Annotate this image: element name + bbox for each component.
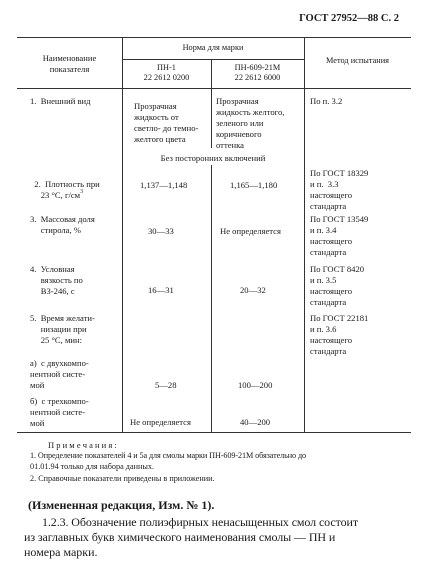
row5-name: 5. Время желати- низации при 25 °С, мин: bbox=[30, 313, 95, 345]
row5a-val1: 5—28 bbox=[155, 380, 177, 390]
brand2-name: ПН-609-21М bbox=[234, 63, 281, 72]
amendment-note: (Измененная редакция, Изм. № 1). bbox=[28, 498, 215, 512]
row2-name bbox=[30, 168, 100, 201]
paragraph-line1: 1.2.3. Обозначение полиэфирных ненасыщенных смол состоит bbox=[42, 515, 358, 529]
row4-val1: 16—31 bbox=[148, 285, 174, 295]
row2-val2: 1,165—1,180 bbox=[230, 180, 278, 190]
row4-val2: 20—32 bbox=[240, 285, 266, 295]
row1-name: 1. Внешний вид bbox=[30, 96, 91, 106]
brand1-name: ПН-1 bbox=[157, 63, 176, 72]
col-name-header: Наименование показателя bbox=[42, 53, 97, 74]
row4-method: По ГОСТ 8420 и п. 3.5 настоящего стандарта bbox=[310, 264, 365, 307]
brand1-code: 22 2612 0200 bbox=[143, 73, 190, 82]
note-1-line2: 01.01.94 только для набора данных. bbox=[30, 462, 154, 471]
row3-val1: 30—33 bbox=[148, 226, 174, 236]
row5b-val2: 40—200 bbox=[240, 417, 271, 427]
paragraph-line2: из заглавных букв химического наименования смолы — ПН и bbox=[24, 530, 336, 544]
row2-val1: 1,137—1,148 bbox=[140, 180, 188, 190]
row5b-val1: Не определяется bbox=[130, 417, 191, 427]
row5-method: По ГОСТ 22181 и п. 3.6 настоящего стандарта bbox=[310, 313, 369, 356]
note-2: 2. Справочные показатели приведены в приложении. bbox=[30, 474, 215, 483]
row5a-sub: а) с двухкомпо- нентной систе- мой bbox=[30, 358, 89, 390]
method-header: Метод испытания bbox=[326, 56, 389, 65]
norm-header: Норма для марки bbox=[182, 43, 244, 52]
note-1-line1: 1. Определение показателей 4 и 5а для смолы марки ПН-609-21М обязательно до bbox=[30, 451, 307, 460]
page-header: ГОСТ 27952—88 С. 2 bbox=[299, 13, 399, 24]
row1-span: Без посторонних включений bbox=[160, 153, 266, 163]
row1-val2: Прозрачная жидкость желтого, зеленого или коричневого оттенка bbox=[216, 96, 285, 150]
row4-name: 4. Условная вязкость по ВЗ-246, с bbox=[30, 264, 83, 296]
brand2-code: 22 2612 6000 bbox=[234, 73, 281, 82]
row3-val2: Не определяется bbox=[220, 226, 281, 236]
row5a-val2: 100—200 bbox=[238, 380, 273, 390]
row1-val1: Прозрачная жидкость от светло- до темно- желтого цвета bbox=[134, 101, 199, 144]
row5b-sub: б) с трехкомпо- нентной систе- мой bbox=[30, 396, 89, 428]
row3-method: По ГОСТ 13549 и п. 3.4 настоящего стандарта bbox=[310, 214, 369, 257]
row2-name-text: 2. Плотность при 23 °С, г/см bbox=[34, 179, 100, 200]
row2-method: По ГОСТ 18329 и п. 3.3 настоящего стандарта bbox=[310, 168, 369, 211]
row2-name-sup: 3 bbox=[80, 189, 84, 195]
row3-name: 3. Массовая доля стирола, % bbox=[30, 214, 95, 235]
notes-title: П р и м е ч а н и я : bbox=[48, 440, 117, 450]
row1-method: По п. 3.2 bbox=[310, 96, 343, 106]
paragraph-line3: номера марки. bbox=[24, 545, 98, 559]
